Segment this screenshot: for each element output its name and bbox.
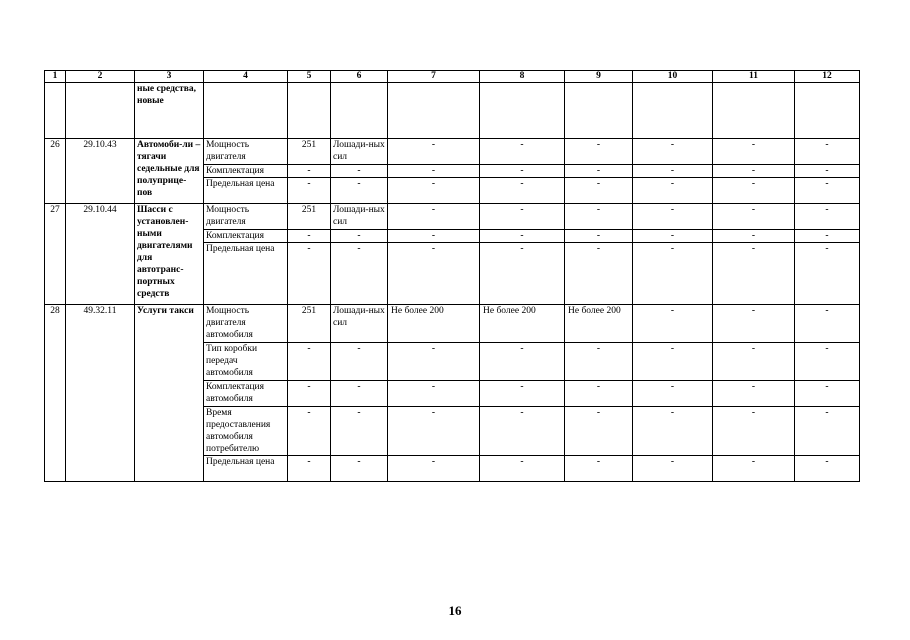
column-header: 10: [633, 71, 713, 83]
value-cell: -: [713, 343, 795, 381]
column-header: 11: [713, 71, 795, 83]
value-cell: -: [480, 456, 565, 482]
characteristic-cell: Предельная цена: [204, 243, 288, 305]
value-cell: -: [480, 407, 565, 456]
row-number-cell: 27: [45, 204, 66, 305]
value-cell: -: [565, 165, 633, 178]
unit-cell: -: [331, 407, 388, 456]
characteristic-cell: Предельная цена: [204, 456, 288, 482]
value-cell: -: [480, 343, 565, 381]
value-cell: -: [633, 456, 713, 482]
value-cell: -: [565, 407, 633, 456]
value-cell: -: [713, 305, 795, 343]
column-number-header-row: [45, 71, 860, 83]
characteristic-cell: Мощность двигателя: [204, 139, 288, 165]
characteristic-cell: [204, 83, 288, 139]
value-cell: -: [795, 343, 860, 381]
value-cell: -: [713, 139, 795, 165]
column-header: 8: [480, 71, 565, 83]
code-cell: 49.32.11: [66, 305, 135, 482]
product-name-cell: Автомоби-ли – тягачи седельные для полуприце-пов: [135, 139, 204, 204]
unit-cell: -: [331, 456, 388, 482]
continuation-row: [45, 83, 860, 139]
product-name-cell: Шасси с установлен-ными двигателями для автотранс-портных средств: [135, 204, 204, 305]
value-cell: -: [795, 178, 860, 204]
unit-code-cell: -: [288, 381, 331, 407]
column-header: 5: [288, 71, 331, 83]
value-cell: -: [480, 165, 565, 178]
unit-code-cell: -: [288, 456, 331, 482]
value-cell: -: [480, 139, 565, 165]
value-cell: -: [795, 456, 860, 482]
column-header: 7: [388, 71, 480, 83]
value-cell: -: [633, 204, 713, 230]
value-cell: [713, 83, 795, 139]
characteristic-cell: Мощность двигателя: [204, 204, 288, 230]
table-row: [45, 139, 860, 165]
unit-cell: -: [331, 178, 388, 204]
unit-cell: -: [331, 381, 388, 407]
characteristic-cell: Время предоставления автомобиля потребителю: [204, 407, 288, 456]
value-cell: -: [388, 343, 480, 381]
value-cell: -: [388, 243, 480, 305]
unit-code-cell: -: [288, 407, 331, 456]
characteristic-cell: Комплектация: [204, 230, 288, 243]
value-cell: -: [565, 456, 633, 482]
value-cell: -: [713, 243, 795, 305]
value-cell: -: [713, 178, 795, 204]
value-cell: -: [388, 139, 480, 165]
column-header: 4: [204, 71, 288, 83]
value-cell: Не более 200: [565, 305, 633, 343]
specification-table: [44, 70, 860, 482]
value-cell: -: [633, 407, 713, 456]
page-number: 16: [448, 603, 462, 618]
product-name-cell: ные средства, новые: [135, 83, 204, 139]
value-cell: -: [795, 165, 860, 178]
row-number-cell: 26: [45, 139, 66, 204]
unit-code-cell: 251: [288, 139, 331, 165]
value-cell: -: [633, 230, 713, 243]
column-header: 3: [135, 71, 204, 83]
value-cell: -: [388, 204, 480, 230]
unit-code-cell: -: [288, 165, 331, 178]
value-cell: -: [633, 165, 713, 178]
value-cell: -: [795, 139, 860, 165]
value-cell: -: [388, 407, 480, 456]
unit-cell: -: [331, 165, 388, 178]
value-cell: Не более 200: [388, 305, 480, 343]
code-cell: 29.10.43: [66, 139, 135, 204]
unit-cell: Лошади-ных сил: [331, 204, 388, 230]
value-cell: -: [480, 243, 565, 305]
value-cell: [388, 83, 480, 139]
value-cell: -: [388, 165, 480, 178]
table-body: [45, 71, 860, 482]
value-cell: -: [388, 178, 480, 204]
unit-code-cell: -: [288, 243, 331, 305]
value-cell: -: [633, 178, 713, 204]
characteristic-cell: Предельная цена: [204, 178, 288, 204]
column-header: 6: [331, 71, 388, 83]
value-cell: -: [565, 343, 633, 381]
value-cell: -: [795, 204, 860, 230]
value-cell: -: [795, 243, 860, 305]
value-cell: Не более 200: [480, 305, 565, 343]
value-cell: -: [633, 381, 713, 407]
code-cell: [66, 83, 135, 139]
unit-code-cell: -: [288, 343, 331, 381]
value-cell: [633, 83, 713, 139]
value-cell: -: [633, 243, 713, 305]
column-header: 9: [565, 71, 633, 83]
characteristic-cell: Тип коробки передач автомобиля: [204, 343, 288, 381]
value-cell: -: [795, 230, 860, 243]
value-cell: -: [565, 139, 633, 165]
value-cell: -: [713, 381, 795, 407]
value-cell: -: [480, 204, 565, 230]
value-cell: -: [795, 381, 860, 407]
value-cell: -: [713, 204, 795, 230]
value-cell: -: [388, 230, 480, 243]
value-cell: -: [795, 305, 860, 343]
value-cell: -: [713, 230, 795, 243]
value-cell: -: [480, 381, 565, 407]
value-cell: [795, 83, 860, 139]
unit-cell: Лошади-ных сил: [331, 139, 388, 165]
value-cell: -: [633, 139, 713, 165]
unit-code-cell: -: [288, 230, 331, 243]
unit-cell: -: [331, 230, 388, 243]
characteristic-cell: Комплектация: [204, 165, 288, 178]
value-cell: -: [565, 204, 633, 230]
column-header: 2: [66, 71, 135, 83]
table-row: [45, 204, 860, 230]
characteristic-cell: Мощность двигателя автомобиля: [204, 305, 288, 343]
value-cell: [480, 83, 565, 139]
product-name-cell: Услуги такси: [135, 305, 204, 482]
unit-cell: -: [331, 243, 388, 305]
value-cell: -: [565, 230, 633, 243]
unit-cell: Лошади-ных сил: [331, 305, 388, 343]
row-number-cell: [45, 83, 66, 139]
unit-cell: [331, 83, 388, 139]
value-cell: -: [713, 407, 795, 456]
value-cell: -: [633, 305, 713, 343]
value-cell: -: [480, 178, 565, 204]
code-cell: 29.10.44: [66, 204, 135, 305]
value-cell: -: [633, 343, 713, 381]
value-cell: -: [388, 456, 480, 482]
unit-code-cell: 251: [288, 305, 331, 343]
column-header: 1: [45, 71, 66, 83]
row-number-cell: 28: [45, 305, 66, 482]
characteristic-cell: Комплектация автомобиля: [204, 381, 288, 407]
value-cell: -: [565, 381, 633, 407]
unit-code-cell: -: [288, 178, 331, 204]
value-cell: -: [480, 230, 565, 243]
table-row: [45, 305, 860, 343]
value-cell: -: [713, 456, 795, 482]
unit-code-cell: [288, 83, 331, 139]
value-cell: -: [795, 407, 860, 456]
value-cell: -: [713, 165, 795, 178]
value-cell: [565, 83, 633, 139]
column-header: 12: [795, 71, 860, 83]
unit-code-cell: 251: [288, 204, 331, 230]
value-cell: -: [388, 381, 480, 407]
value-cell: -: [565, 243, 633, 305]
unit-cell: -: [331, 343, 388, 381]
value-cell: -: [565, 178, 633, 204]
